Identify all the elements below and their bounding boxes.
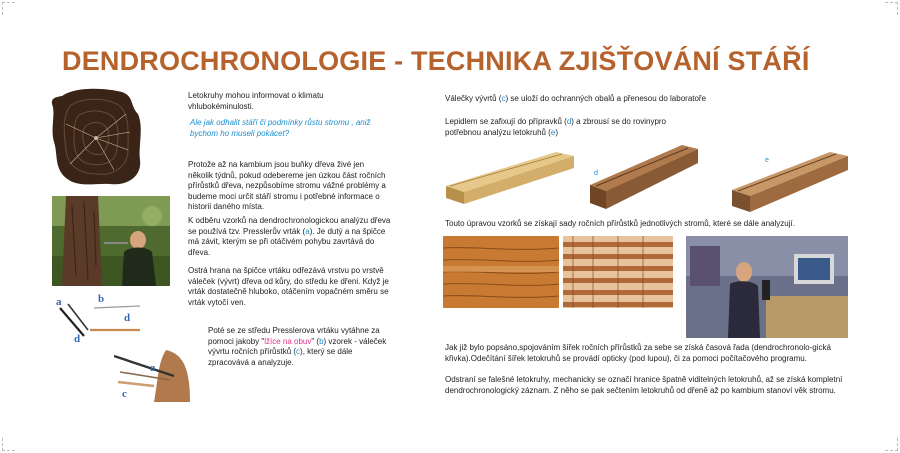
dating-paragraph: Odstraní se falešné letokruhy, mechanicky se označí hranice špatně viditelných letokruhů, až se získá kompletní dendrochronologický záznam. Z něho se pak sečtením letokruhů od dřeně až po kambium stanoví věk stromu.	[445, 375, 843, 395]
crop-mark	[885, 438, 898, 451]
page-title: DENDROCHRONOLOGIE - TECHNIKA ZJIŠŤOVÁNÍ STÁŘÍ	[62, 46, 810, 76]
mount-label-d: d	[594, 170, 598, 177]
ring-sample-photo-1	[443, 236, 559, 308]
cutting-paragraph: Ostrá hrana na špičce vrtáku odřezává vrstvu po vrstvě váleček (vývrt) dřeva od kůry, do středu ke dřeni. Když je vrták dostatečně hluboko, otáčením vopačném směru se vrták vytočí ven.	[188, 266, 389, 307]
crop-mark	[2, 2, 15, 15]
laboratory-photo	[686, 236, 848, 338]
mount-label-e: e	[765, 157, 769, 164]
sample-sets-text: Touto úpravou vzorků se získají sady ročních přírůstků jednotlivých stromů, které se dále analyzují.	[445, 219, 795, 228]
pressler-paragraph: K odběru vzorků na dendrochronologickou analýzu dřeva se používá tzv. Presslerův vrták (a). Je dutý a na špičce má závit, kterým se při otáčivém pohybu zavrtává do dřeva.	[188, 216, 391, 257]
tool-label-d: d	[124, 312, 131, 324]
curve-paragraph: Jak již bylo popsáno,spojováním šířek ročních přírůstků za sebe se získá časová řada (dendrochronolo-gická křivka).Odečítání šířek letokruhů se provádí opticky (pod lupou), či za pomoci počítačového programu.	[445, 343, 831, 363]
ring-sample-photo-2	[563, 236, 673, 308]
crop-mark	[2, 438, 15, 451]
core-label-a: a	[150, 362, 156, 374]
intro-text: Letokruhy mohou informovat o klimatu vhlubokéminulosti.	[188, 91, 324, 111]
wood-mount-image-2	[590, 145, 698, 209]
wood-mount-image-1	[446, 152, 574, 204]
tool-label-a: a	[56, 296, 62, 308]
crop-mark	[885, 2, 898, 15]
kambium-paragraph: Protože až na kambium jsou buňky dřeva živé jen několik týdnů, pokud odebereme jen úzkou část ročních přírůstků dřeva, nezpůsobíme stromu vážné problémy a budeme moci určit stáří stromu i potřebné informace o historii daného místa.	[188, 160, 386, 211]
question-text: Ale jak odhalit stáří či podmínky růstu stromu , aniž bychom ho museli pokácet?	[190, 118, 371, 138]
wood-mount-image-3	[732, 150, 848, 212]
coring-tree-photo	[52, 196, 170, 286]
extraction-paragraph: Poté se ze středu Presslerova vrtáku vytáhne za pomoci jakoby "lžíce na obuv" (b) vzorek - váleček vývrtu ročních přírůstků (c), který se dále zpracovává a analyzuje.	[208, 326, 387, 367]
gluing-text: Lepidlem se zafixují do přípravků (d) a zbrousí se do rovinypro potřebnou analýzu letokruhů (e)	[445, 117, 667, 137]
cores-storage-text: Válečky vývrtů (c) se uloží do ochranných obalů a přenesou do laboratoře	[445, 94, 707, 103]
tree-cross-section-image	[48, 84, 144, 190]
core-label-c: c	[122, 388, 127, 400]
tool-label-d-lower: d	[74, 333, 81, 345]
tool-label-b: b	[98, 293, 105, 305]
